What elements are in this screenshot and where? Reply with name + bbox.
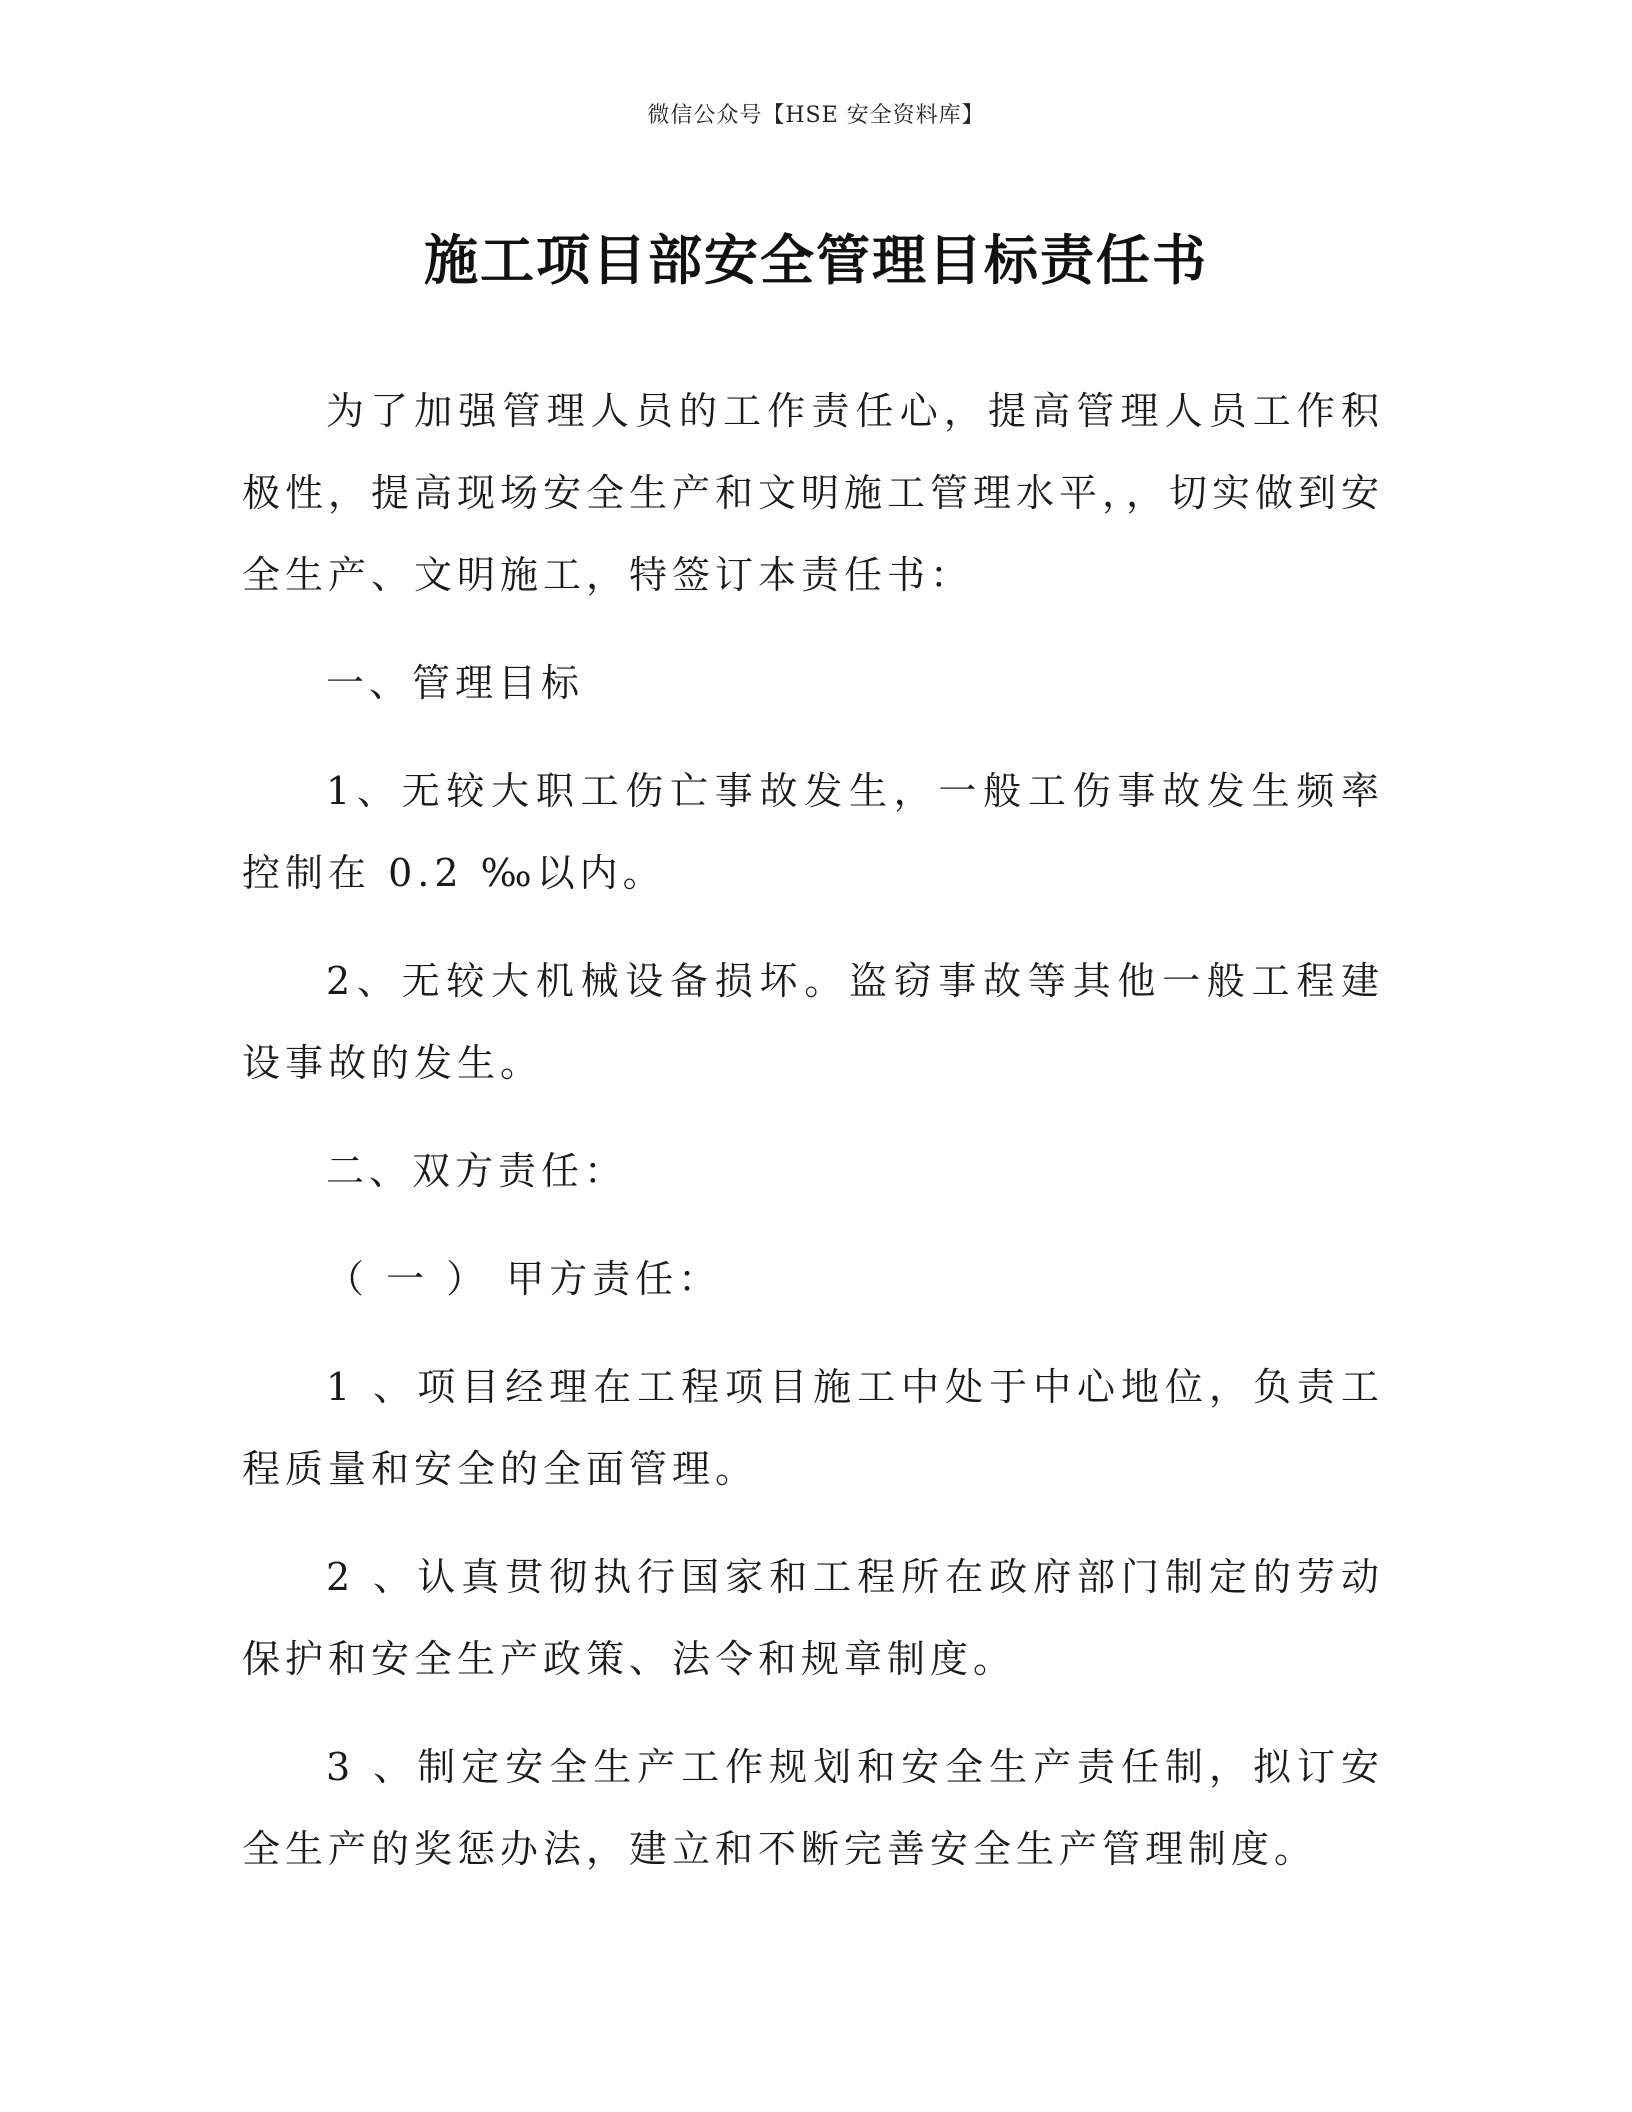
responsibility-item-2: 2 、认真贯彻执行国家和工程所在政府部门制定的劳动保护和安全生产政策、法令和规章制度。 <box>242 1555 1384 1681</box>
responsibility-item-3: 3 、制定安全生产工作规划和安全生产责任制，拟订安全生产的奖惩办法，建立和不断完善安全生产管理制度。 <box>242 1745 1384 1871</box>
document-title: 施工项目部安全管理目标责任书 <box>424 228 1208 292</box>
section-heading-management-goals: 一、管理目标 <box>326 661 585 705</box>
document-body <box>242 370 1384 1916</box>
responsibility-item-1: 1 、项目经理在工程项目施工中处于中心地位，负责工程质量和安全的全面管理。 <box>242 1365 1384 1491</box>
goal-item-1: 1、无较大职工伤亡事故发生，一般工伤事故发生频率控制在 0.2 ‰以内。 <box>242 769 1384 895</box>
goal-item-2: 2、无较大机械设备损坏。盗窃事故等其他一般工程建设事故的发生。 <box>242 959 1384 1085</box>
subsection-heading-party-a: （ 一 ） 甲方责任： <box>326 1257 722 1301</box>
section-heading-responsibilities: 二、双方责任： <box>326 1149 628 1193</box>
header-note: 微信公众号【HSE 安全资料库】 <box>647 103 985 128</box>
paragraph-intro: 为了加强管理人员的工作责任心，提高管理人员工作积极性，提高现场安全生产和文明施工管理水平，，切实做到安全生产、文明施工，特签订本责任书： <box>242 389 1385 597</box>
